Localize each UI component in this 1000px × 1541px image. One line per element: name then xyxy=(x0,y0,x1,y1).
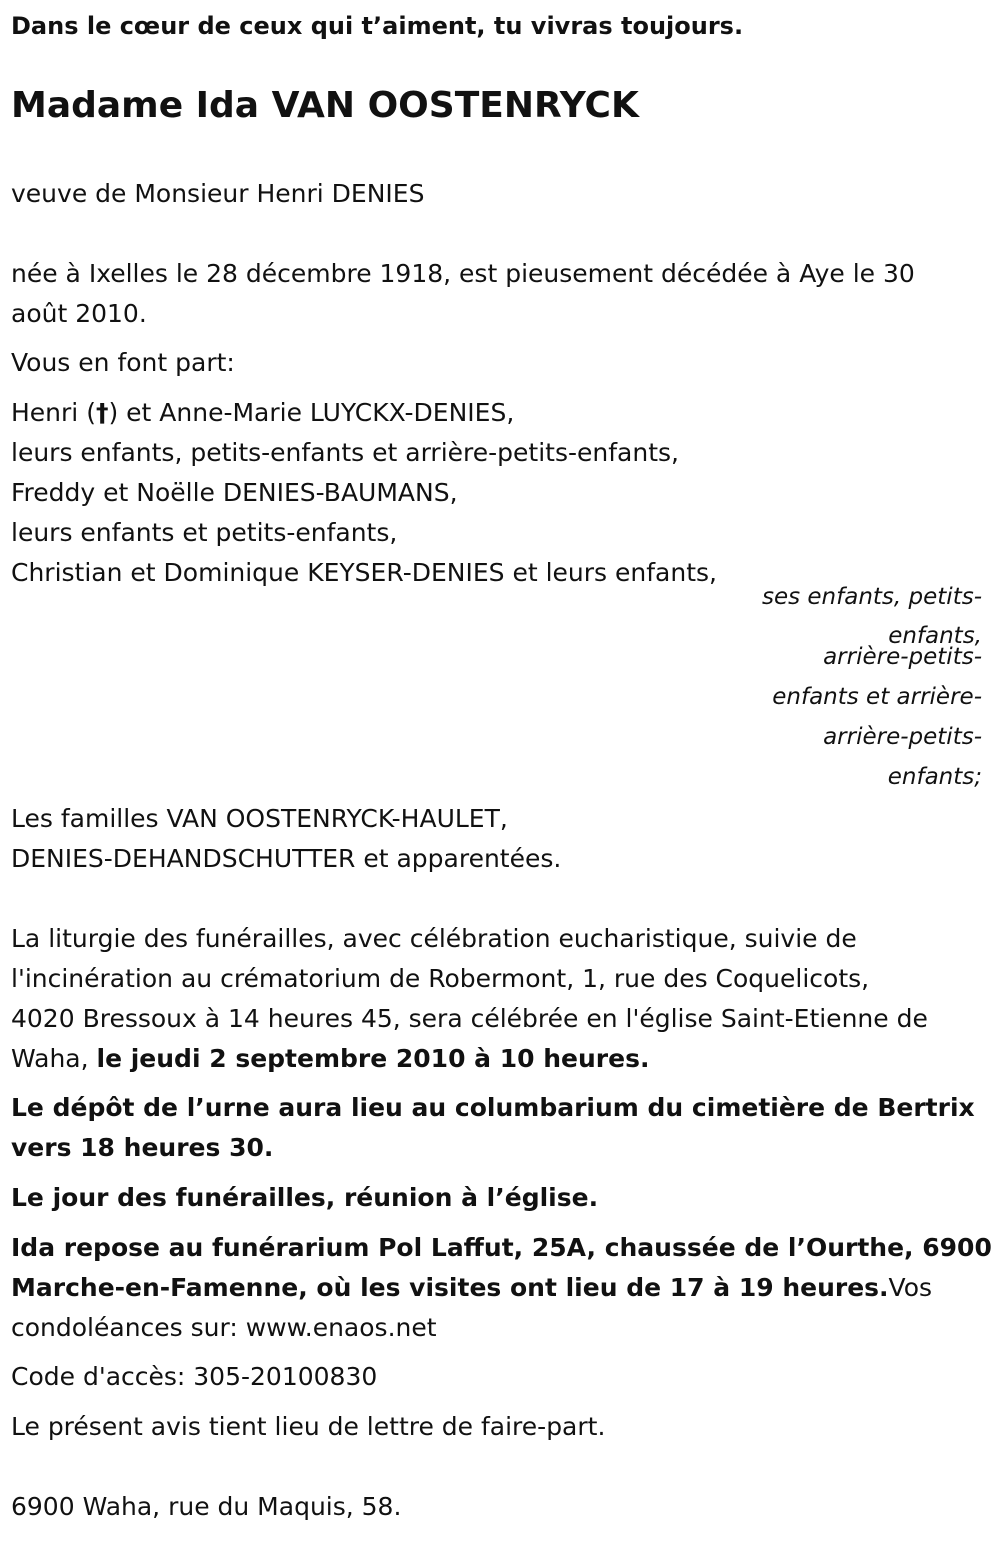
liturgy-line-2: l'incinération au crématorium de Robermont, 1, rue des Coquelicots, xyxy=(11,964,870,993)
access-code-line: Code d'accès: 305-20100830 xyxy=(11,1362,378,1391)
notice-line: Le présent avis tient lieu de lettre de faire-part. xyxy=(11,1412,606,1441)
descendants-line-6: enfants; xyxy=(887,764,982,790)
family-line-3: Freddy et Noëlle DENIES-BAUMANS, xyxy=(11,478,458,507)
urn-line-2: vers 18 heures 30. xyxy=(11,1133,274,1162)
rests-line-1: Ida repose au funérarium Pol Laffut, 25A, chaussée de l’Ourthe, 6900 xyxy=(11,1233,992,1262)
reunion-line: Le jour des funérailles, réunion à l’église. xyxy=(11,1183,599,1212)
widow-of-line: veuve de Monsieur Henri DENIES xyxy=(11,179,425,208)
condolences-line: condoléances sur: www.enaos.net xyxy=(11,1313,437,1342)
birth-death-line-2: août 2010. xyxy=(11,299,147,328)
opening-quote: Dans le cœur de ceux qui t’aiment, tu vivras toujours. xyxy=(11,12,744,40)
urn-line-1: Le dépôt de l’urne aura lieu au columbarium du cimetière de Bertrix xyxy=(11,1093,975,1122)
family-line-1 xyxy=(11,393,514,433)
descendants-line-2: enfants, xyxy=(888,623,982,649)
families-line-1: Les familles VAN OOSTENRYCK-HAULET, xyxy=(11,804,508,833)
address-line: 6900 Waha, rue du Maquis, 58. xyxy=(11,1492,402,1521)
liturgy-line-1: La liturgie des funérailles, avec célébration eucharistique, suivie de xyxy=(11,924,857,953)
birth-death-line-1: née à Ixelles le 28 décembre 1918, est pieusement décédée à Aye le 30 xyxy=(11,259,915,288)
families-line-2: DENIES-DEHANDSCHUTTER et apparentées. xyxy=(11,844,562,873)
liturgy-line-4 xyxy=(11,1039,649,1079)
deceased-name: Madame Ida VAN OOSTENRYCK xyxy=(11,85,639,126)
family-henri-suffix: ) et Anne-Marie LUYCKX-DENIES, xyxy=(108,398,515,427)
liturgy-line-3: 4020 Bressoux à 14 heures 45, sera célébrée en l'église Saint-Etienne de xyxy=(11,1004,928,1033)
descendants-line-4: enfants et arrière- xyxy=(772,684,982,710)
condolences-start: Vos xyxy=(888,1273,933,1302)
family-line-4: leurs enfants et petits-enfants, xyxy=(11,518,398,547)
descendants-line-1: ses enfants, petits- xyxy=(761,584,982,610)
family-line-5: Christian et Dominique KEYSER-DENIES et leurs enfants, xyxy=(11,558,717,587)
liturgy-date: le jeudi 2 septembre 2010 à 10 heures. xyxy=(96,1044,650,1073)
family-henri-prefix: Henri ( xyxy=(11,398,96,427)
descendants-line-3: arrière-petits- xyxy=(823,644,982,670)
visits-hours: Marche-en-Famenne, où les visites ont lieu de 17 à 19 heures. xyxy=(11,1273,889,1302)
liturgy-place: Waha, xyxy=(11,1044,97,1073)
announce-line: Vous en font part: xyxy=(11,348,235,377)
family-line-2: leurs enfants, petits-enfants et arrière-petits-enfants, xyxy=(11,438,679,467)
descendants-block xyxy=(762,577,982,797)
rests-line-2 xyxy=(11,1268,932,1308)
descendants-line-5: arrière-petits- xyxy=(823,724,982,750)
cross-icon: † xyxy=(95,398,109,427)
